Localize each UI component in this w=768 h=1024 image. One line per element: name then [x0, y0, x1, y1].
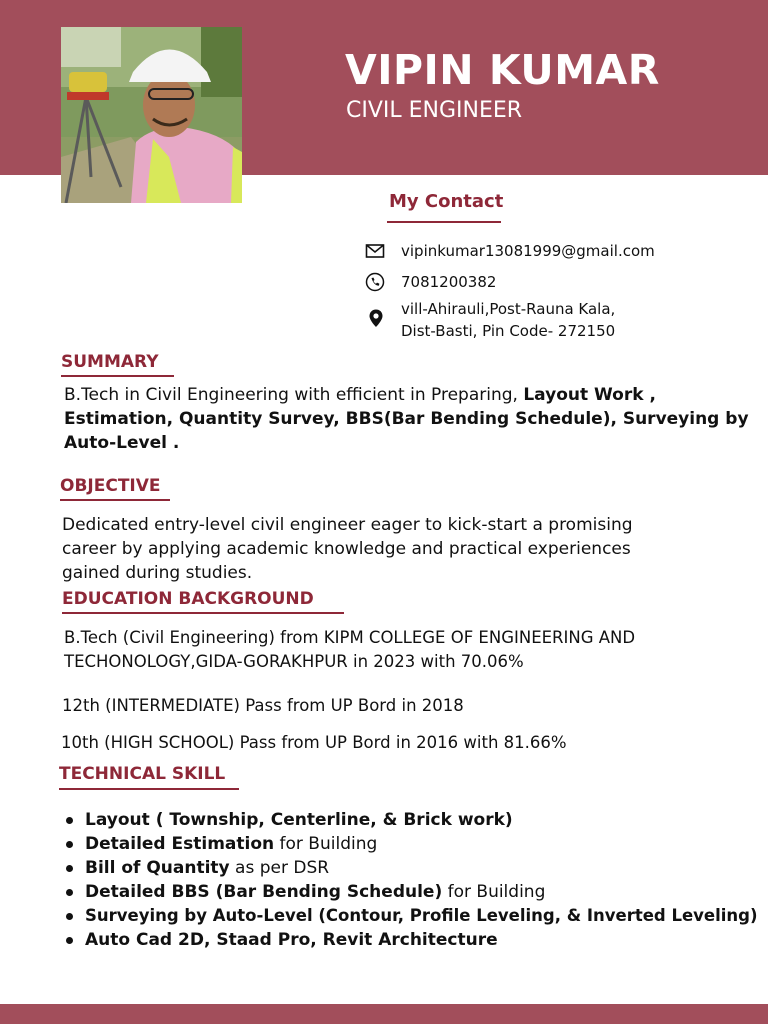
skills-list: [63, 808, 758, 952]
contact-underline: [387, 221, 501, 223]
phone-icon: [365, 272, 385, 292]
profile-photo: [61, 27, 242, 203]
mail-icon: [365, 241, 385, 261]
skill-item-bold: Surveying by Auto-Level (Contour, Profile Leveling, & Inverted Leveling): [85, 906, 758, 925]
contact-phone: 7081200382: [401, 273, 497, 291]
skill-item: [63, 856, 758, 880]
summary-underline: [61, 375, 174, 377]
contact-email: vipinkumar13081999@gmail.com: [401, 242, 655, 260]
summary-text-plain: B.Tech in Civil Engineering with efficient in Preparing,: [64, 385, 524, 405]
skill-item: [63, 880, 758, 904]
contact-address-line1: vill-Ahirauli,Post-Rauna Kala,: [401, 300, 616, 318]
skill-item-bold: Bill of Quantity: [85, 858, 230, 878]
skills-heading: TECHNICAL SKILL: [59, 764, 226, 784]
skill-item-rest: for Building: [442, 882, 546, 902]
summary-text-bold: Layout Work , Estimation, Quantity Survey, BBS(Bar Bending Schedule), Surveying by Auto-Level .: [64, 385, 749, 453]
contact-heading: My Contact: [389, 191, 504, 212]
skill-item: [63, 808, 758, 832]
skill-item: [63, 832, 758, 856]
footer-band: [0, 1004, 768, 1024]
education-btech-line2: TECHONOLOGY,GIDA-GORAKHPUR in 2023 with 70.06%: [64, 652, 524, 671]
skill-item-rest: for Building: [274, 834, 378, 854]
candidate-name: VIPIN KUMAR: [345, 46, 660, 94]
skill-item: [63, 928, 758, 952]
objective-underline: [60, 499, 170, 501]
skill-item-bold: Detailed BBS (Bar Bending Schedule): [85, 882, 443, 902]
objective-text: Dedicated entry-level civil engineer eager to kick-start a promising career by applying academic knowledge and practical experiences gained during studies.: [62, 515, 633, 583]
candidate-role: CIVIL ENGINEER: [346, 98, 523, 123]
skill-item-bold: Detailed Estimation: [85, 834, 275, 854]
skill-item-bold: Auto Cad 2D, Staad Pro, Revit Architecture: [85, 930, 498, 950]
skill-item-rest: as per DSR: [229, 858, 330, 878]
location-pin-icon: [366, 308, 386, 328]
education-btech-line1: B.Tech (Civil Engineering) from KIPM COLLEGE OF ENGINEERING AND: [64, 628, 636, 647]
objective-heading: OBJECTIVE: [60, 476, 161, 496]
summary-text: [64, 383, 754, 455]
skill-item-bold: Layout ( Township, Centerline, & Brick work): [85, 810, 513, 830]
education-underline: [62, 612, 344, 614]
education-tenth: 10th (HIGH SCHOOL) Pass from UP Bord in 2016 with 81.66%: [61, 733, 567, 752]
summary-heading: SUMMARY: [61, 352, 159, 372]
skill-item: [63, 904, 758, 928]
contact-address-line2: Dist-Basti, Pin Code- 272150: [401, 322, 616, 340]
education-heading: EDUCATION BACKGROUND: [62, 589, 314, 609]
skills-underline: [59, 788, 239, 790]
education-twelfth: 12th (INTERMEDIATE) Pass from UP Bord in 2018: [62, 696, 464, 715]
